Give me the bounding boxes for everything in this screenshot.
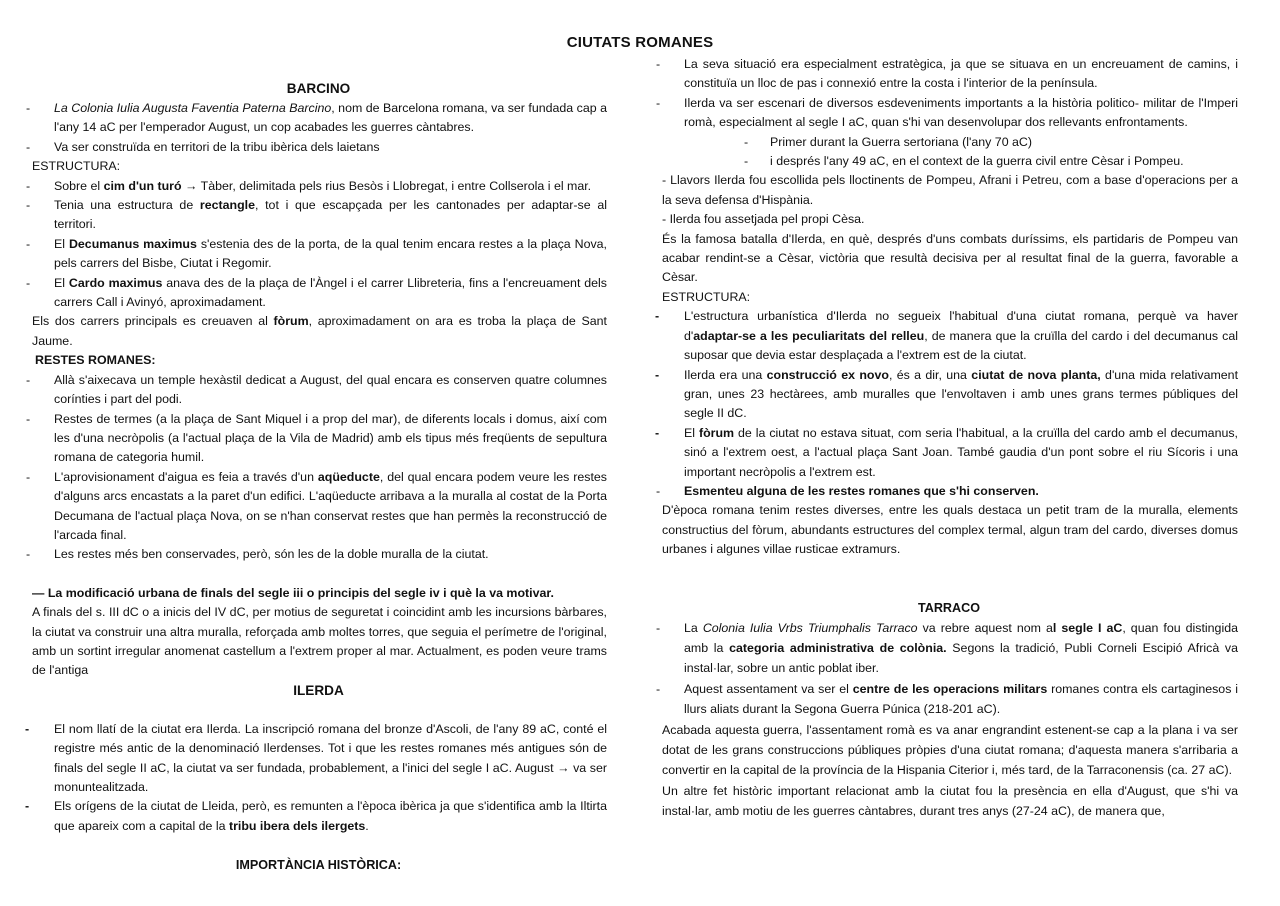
list-item: - La seva situació era especialment estratègica, ja que se situava en un encreuament de camins, i constituïa un lloc de pas i connexió entre la costa i l'interior de la península. bbox=[656, 57, 1238, 91]
list-item: - Ilerda va ser escenari de diversos esdeveniments importants a la història politico- militar de l'Imperi romà, especialment al segle I aC, quan s'hi van desenvolupar dos rellevants enfrontaments. bbox=[656, 95, 1238, 130]
list-item: - El fòrum de la ciutat no estava situat, com seria l'habitual, a la cruïlla del cardo amb el decumanus, sinó a l'extrem oest, a l'actual plaça Sant Joan. També gaudia d'un pont sobre el riu Sícoris i una important necròpolis a l'extrem est. bbox=[655, 425, 1238, 479]
page-title: CIUTATS ROMANES bbox=[566, 34, 714, 51]
list-item: - Primer durant la Guerra sertoriana (l'any 70 aC) bbox=[744, 134, 1032, 149]
paragraph: Un altre fet històric important relacionat amb la ciutat fou la presència en ella d'August, que s'hi va instal·lar, amb motiu de les guerres càntabres, durant tres anys (27-24 aC), de manera que, bbox=[662, 783, 1238, 819]
forum-paragraph: Els dos carrers principals es creuaven al fòrum, aproximadament on ara es troba la plaça de Sant Jaume. bbox=[32, 314, 607, 348]
estructura-label: ESTRUCTURA: bbox=[32, 159, 121, 174]
paragraph: És la famosa batalla d'Ilerda, en què, després d'uns combats duríssims, els partidaris de Pompeu van acabar rendint-se a Cèsar, victòria que resultà decisiva per al resultat final de la guerra, favorable a Cèsar. bbox=[662, 231, 1238, 285]
modificacio-paragraph: A finals del s. III dC o a inicis del IV dC, per motius de seguretat i coincidint amb les incursions bàrbares, la ciutat va construir una altra muralla, reforçada amb moltes torres, que seguia el perímetre de l'original, amb un sortint irregular anomenat castellum a l'extrem proper al mar. Actualment, es poden veure trams de l'antiga bbox=[32, 605, 607, 678]
importancia-heading: IMPORTÀNCIA HISTÒRICA: bbox=[235, 858, 402, 873]
paragraph: - Llavors Ilerda fou escollida pels lloctinents de Pompeu, Afrani i Petreu, com a base d'operacions per a la seva defensa d'Hispània. bbox=[662, 173, 1238, 207]
modificacio-heading: — La modificació urbana de finals del segle iii o principis del segle iv i què la va motivar. bbox=[32, 585, 554, 600]
list-item: - Ilerda era una construcció ex novo, és a dir, una ciutat de nova planta, d'una mida relativament gran, unes 23 hectàrees, amb muralles que l'envoltaven i amb unes grans termes públiques del segle II dC. bbox=[655, 367, 1239, 421]
estructura-label: ESTRUCTURA: bbox=[662, 289, 751, 304]
list-item: - L'estructura urbanística d'Ilerda no segueix l'habitual d'una ciutat romana, perquè va haver d'adaptar-se a les peculiaritats del relleu, de manera que la cruïlla del cardo i del decumanus cal suposar que devia estar desplaçada a l'extrem est de la ciutat. bbox=[655, 309, 1238, 363]
list-item: - El Decumanus maximus s'estenia des de la porta, de la qual tenim encara restes a la plaça Nova, pels carrers del Bisbe, Ciutat i Regomir. bbox=[26, 236, 607, 271]
left-column bbox=[25, 79, 608, 875]
restes-paragraph: D'època romana tenim restes diverses, entre les quals destaca un petit tram de la muralla, elements constructius del fòrum, abundants estructures del complex termal, algun tram del cardo, diverses domus urbanes i algunes villae rusticae extramurs. bbox=[662, 503, 1238, 557]
barcino-heading: BARCINO bbox=[286, 81, 351, 96]
list-item: - Sobre el cim d'un turó → Tàber, delimitada pels rius Besòs i Llobregat, i entre Collserola i el mar. bbox=[26, 178, 592, 193]
list-item: - L'aprovisionament d'aigua es feia a través d'un aqüeducte, del qual encara podem veure les restes d'alguns arcs encastats a la paret d'un edifici. L'aqüeducte arribava a la muralla al costat de la Porta Decumana de l'actual plaça Nova, on se n'han conservat restes que han permès la reconstrucció de l'arcada final. bbox=[26, 469, 607, 542]
right-column bbox=[655, 55, 1239, 822]
list-item: - El nom llatí de la ciutat era Ilerda. La inscripció romana del bronze d'Ascoli, de l'any 89 aC, conté el registre més antic de la denominació Ilerdenses. Tot i que les restes romanes més antigues són de finals del segle II aC, la ciutat va ser fundada, probablement, a l'inici del segle I aC. August → va ser monuntealitzada. bbox=[25, 721, 607, 794]
paragraph: - Ilerda fou assetjada pel propi Cèsa. bbox=[662, 212, 865, 227]
list-item: - Els orígens de la ciutat de Lleida, però, es remunten a l'època ibèrica ja que s'identifica amb la Iltirta que apareix com a capital de la tribu ibera dels ilergets. bbox=[25, 799, 607, 833]
list-item: - Allà s'aixecava un temple hexàstil dedicat a August, del qual encara es conserven quatre columnes corínties i part del podi. bbox=[26, 372, 607, 407]
paragraph: Acabada aquesta guerra, l'assentament romà es va anar engrandint estenent-se cap a la plana i va ser dotat de les grans construccions públiques pròpies d'una ciutat romana; d'aquesta manera s'arribaria a convertir en la capital de la província de la Hispania Citerior i, més tard, de la Tarraconensis (ca. 27 aC). bbox=[662, 722, 1238, 778]
restes-label: RESTES ROMANES: bbox=[35, 353, 156, 368]
list-item: - La Colonia Iulia Augusta Faventia Paterna Barcino, nom de Barcelona romana, va ser fundada cap a l'any 14 aC per l'emperador August, un cop acabades les guerres càntabres. bbox=[26, 101, 607, 135]
list-item: - La Colonia Iulia Vrbs Triumphalis Tarraco va rebre aquest nom al segle I aC, quan fou distingida amb la categoria administrativa de colònia. Segons la tradició, Publi Corneli Escipió Africà va instal·lar, sobre un antic poblat iber. bbox=[656, 620, 1238, 676]
list-item: - Les restes més ben conservades, però, són les de la doble muralla de la ciutat. bbox=[26, 547, 489, 562]
tarraco-heading: TARRACO bbox=[917, 600, 981, 615]
ilerda-heading: ILERDA bbox=[293, 682, 344, 698]
list-item: - Aquest assentament va ser el centre de les operacions militars romanes contra els cartaginesos i llurs aliats durant la Segona Guerra Púnica (218-201 aC). bbox=[656, 681, 1239, 717]
list-item: - Va ser construïda en territori de la tribu ibèrica dels laietans bbox=[26, 139, 380, 154]
restes-question: - Esmenteu alguna de les restes romanes que s'hi conserven. bbox=[656, 483, 1039, 498]
list-item: - Tenia una estructura de rectangle, tot i que escapçada per les cantonades per adaptar-se al territori. bbox=[26, 198, 607, 232]
list-item: - i després l'any 49 aC, en el context de la guerra civil entre Cèsar i Pompeu. bbox=[744, 154, 1184, 169]
list-item: - Restes de termes (a la plaça de Sant Miquel i a prop del mar), de diferents locals i domus, així com les d'una necròpolis (a l'actual plaça de la Vila de Madrid) amb els tipus més freqüents de sepultura romana de categoria humil. bbox=[26, 411, 607, 465]
list-item: - El Cardo maximus anava des de la plaça de l'Àngel i el carrer Llibreteria, fins a l'encreuament dels carrers Call i Avinyó, aproximadament. bbox=[26, 275, 608, 310]
